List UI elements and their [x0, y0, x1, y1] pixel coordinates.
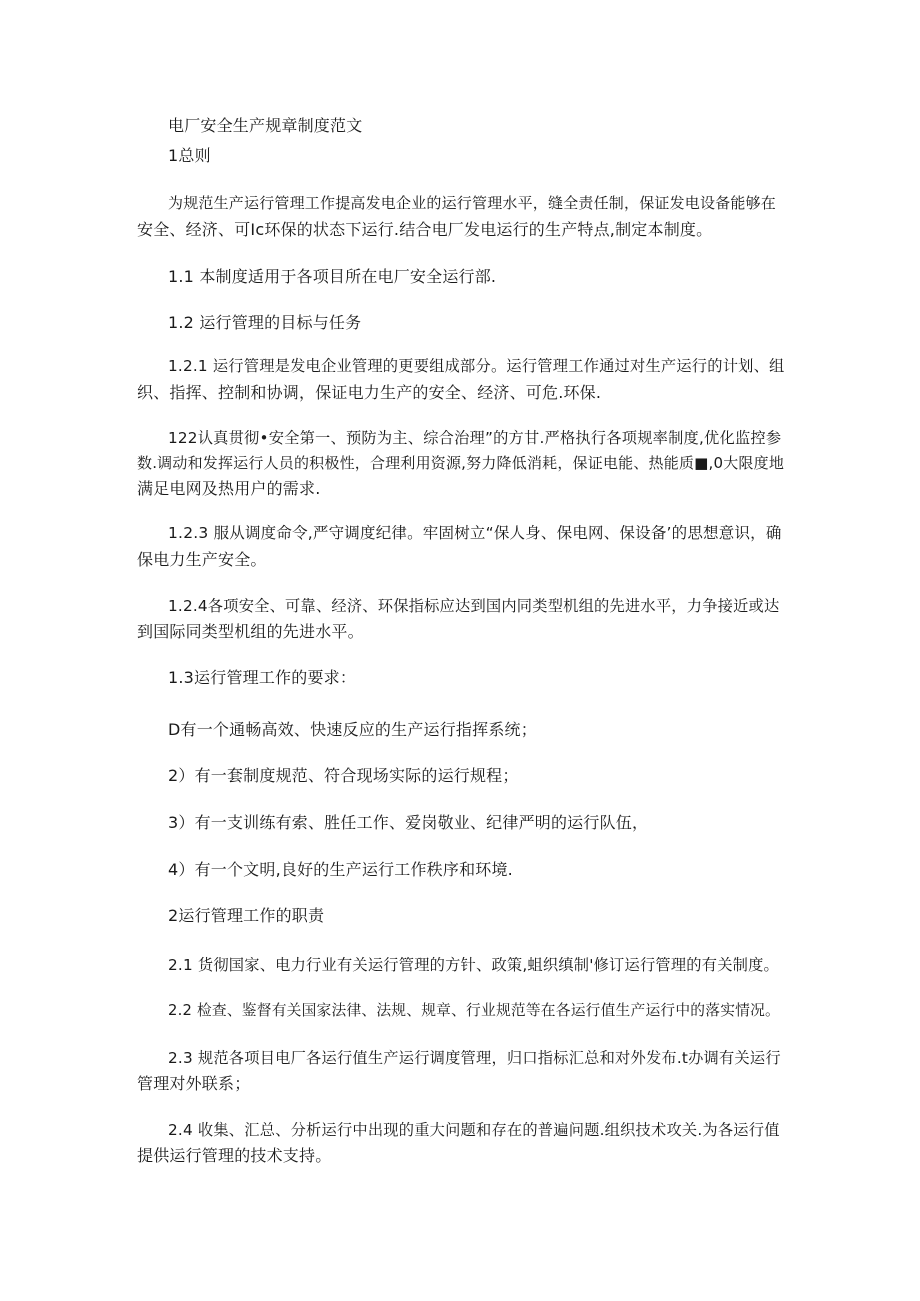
clause-2-2: 2.2 检查、鉴督有关国家法律、法规、规章、行业规范等在各运行值生产运行中的落实情况。: [168, 1002, 780, 1019]
requirement-item-4: 4）有一个文明,良好的生产运行工作秩序和环境.: [168, 860, 513, 879]
clause-2-4-line-1: 2.4 收集、汇总、分析运行中出现的重大问题和存在的普遍问题.组织技术攻关.为各运行值: [168, 1121, 780, 1139]
clause-1-2-1-line-2: 织、指挥、控制和协调，保证电力生产的安全、经济、可危.环保.: [137, 383, 602, 402]
requirement-item-1: D有一个通畅高效、快速反应的生产运行指挥系统；: [168, 720, 537, 739]
clause-1-3: 1.3运行管理工作的要求：: [168, 668, 357, 687]
intro-paragraph-line-1: 为规范生产运行管理工作提高发电企业的运行管理水平，缝全责任制，保证发电设备能够在: [168, 194, 777, 212]
section-heading-duties: 2运行管理工作的职责: [168, 906, 325, 925]
clause-1-2-1-line-1: 1.2.1 运行管理是发电企业管理的更要组成部分。运行管理工作通过对生产运行的计划、组: [168, 357, 785, 375]
requirement-item-2: 2）有一套制度规范、符合现场实际的运行规程；: [168, 766, 519, 785]
clause-2-3-line-1: 2.3 规范各项目电厂各运行值生产运行调度管理，归口指标汇总和对外发布.t办调有关运行: [168, 1049, 781, 1067]
clause-1-2-2-line-1: 122认真贯彻•安全第一、预防为主、综合治理”的方甘.严格执行各项规率制度,优化监控参: [168, 429, 782, 447]
clause-1-1: 1.1 本制度适用于各项目所在电厂安全运行部.: [168, 267, 497, 286]
clause-2-3-line-2: 管理对外联系；: [137, 1074, 251, 1093]
requirement-item-3: 3）有一支训练有索、胜任工作、爱岗敬业、纪律严明的运行队伍，: [168, 813, 649, 832]
clause-1-2: 1.2 运行管理的目标与任务: [168, 313, 362, 332]
clause-1-2-2-line-3: 满足电网及热用户的需求.: [137, 479, 321, 498]
clause-1-2-2-line-2: 数.调动和发挥运行人员的积极性，合理利用资源,努力降低消耗，保证电能、热能质■,0大限度地: [137, 454, 785, 472]
clause-1-2-3-line-2: 保电力生产安全。: [137, 550, 267, 569]
section-heading-general: 1总则: [168, 146, 211, 165]
intro-paragraph-line-2: 安全、经济、可Ic环保的状态下运行.结合电厂发电运行的生产特点,制定本制度。: [137, 220, 713, 239]
document-title: 电厂安全生产规章制度范文: [168, 116, 363, 135]
clause-1-2-3-line-1: 1.2.3 服从调度命令,严守调度纪律。牢固树立“保人身、保电网、保设备’的思想意识，确: [168, 524, 782, 542]
clause-1-2-4-line-2: 到国际同类型机组的先进水平。: [137, 622, 364, 641]
clause-2-1: 2.1 货彻国家、电力行业有关运行管理的方针、政策,蛆织缜制'修订运行管理的有关制度。: [168, 956, 779, 974]
clause-2-4-line-2: 提供运行管理的技术支持。: [137, 1146, 332, 1165]
clause-1-2-4-line-1: 1.2.4各项安全、可靠、经济、环保指标应达到国内同类型机组的先进水平，力争接近或达: [168, 597, 780, 615]
